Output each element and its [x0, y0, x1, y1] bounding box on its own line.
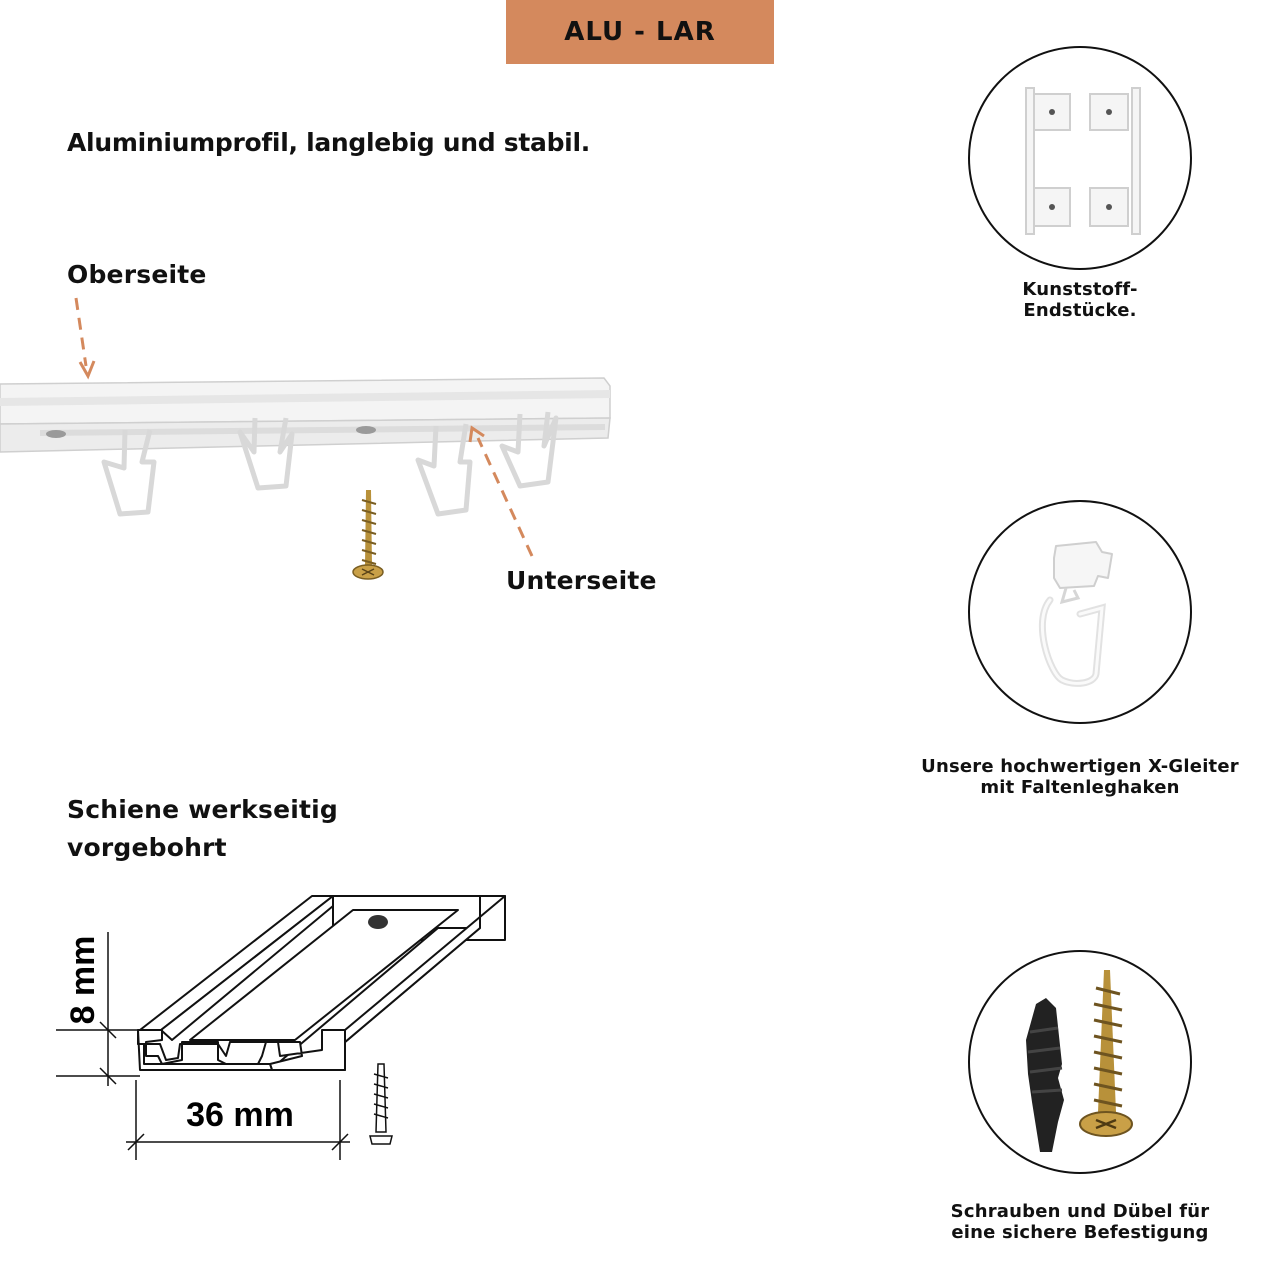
- label-top-side: Oberseite: [67, 260, 207, 289]
- drill-label: [67, 791, 338, 867]
- drill-label-line2: vorgebohrt: [67, 833, 227, 862]
- feature-screws-circle: [968, 950, 1192, 1174]
- caption-glider-line1: Unsere hochwertigen X-Gleiter: [921, 756, 1239, 777]
- drill-label-line1: Schiene werkseitig: [67, 795, 339, 824]
- arrow-top-side: [76, 298, 94, 376]
- small-screw-icon: [370, 1064, 392, 1144]
- caption-end-caps-line2: Endstücke.: [1023, 300, 1137, 321]
- banner-title: ALU - LAR: [564, 17, 716, 47]
- caption-screws: [930, 1201, 1230, 1243]
- headline: Aluminiumprofil, langlebig und stabil.: [67, 128, 590, 157]
- caption-glider: [910, 756, 1250, 798]
- profile-dimension-drawing: [40, 880, 560, 1180]
- screw-icon: [353, 490, 383, 579]
- screw-dowel-icon: [970, 952, 1190, 1172]
- dimension-height: 8 mm: [64, 935, 102, 1025]
- caption-glider-line2: mit Faltenleghaken: [980, 777, 1180, 798]
- dimension-width: 36 mm: [186, 1096, 294, 1134]
- caption-end-caps-line1: Kunststoff-: [1022, 279, 1138, 300]
- wood-screw-icon: [1080, 970, 1132, 1136]
- caption-end-caps: [960, 279, 1200, 321]
- caption-screws-line1: Schrauben und Dübel für: [950, 1201, 1210, 1222]
- label-bottom-side: Unterseite: [506, 566, 657, 595]
- feature-glider-circle: [968, 500, 1192, 724]
- end-caps-icon: [970, 48, 1190, 268]
- caption-screws-line2: eine sichere Befestigung: [951, 1222, 1209, 1243]
- feature-end-caps-circle: [968, 46, 1192, 270]
- glider-hook-icon: [970, 502, 1190, 722]
- rail-illustration: [0, 0, 640, 600]
- dowel-icon: [1026, 998, 1064, 1152]
